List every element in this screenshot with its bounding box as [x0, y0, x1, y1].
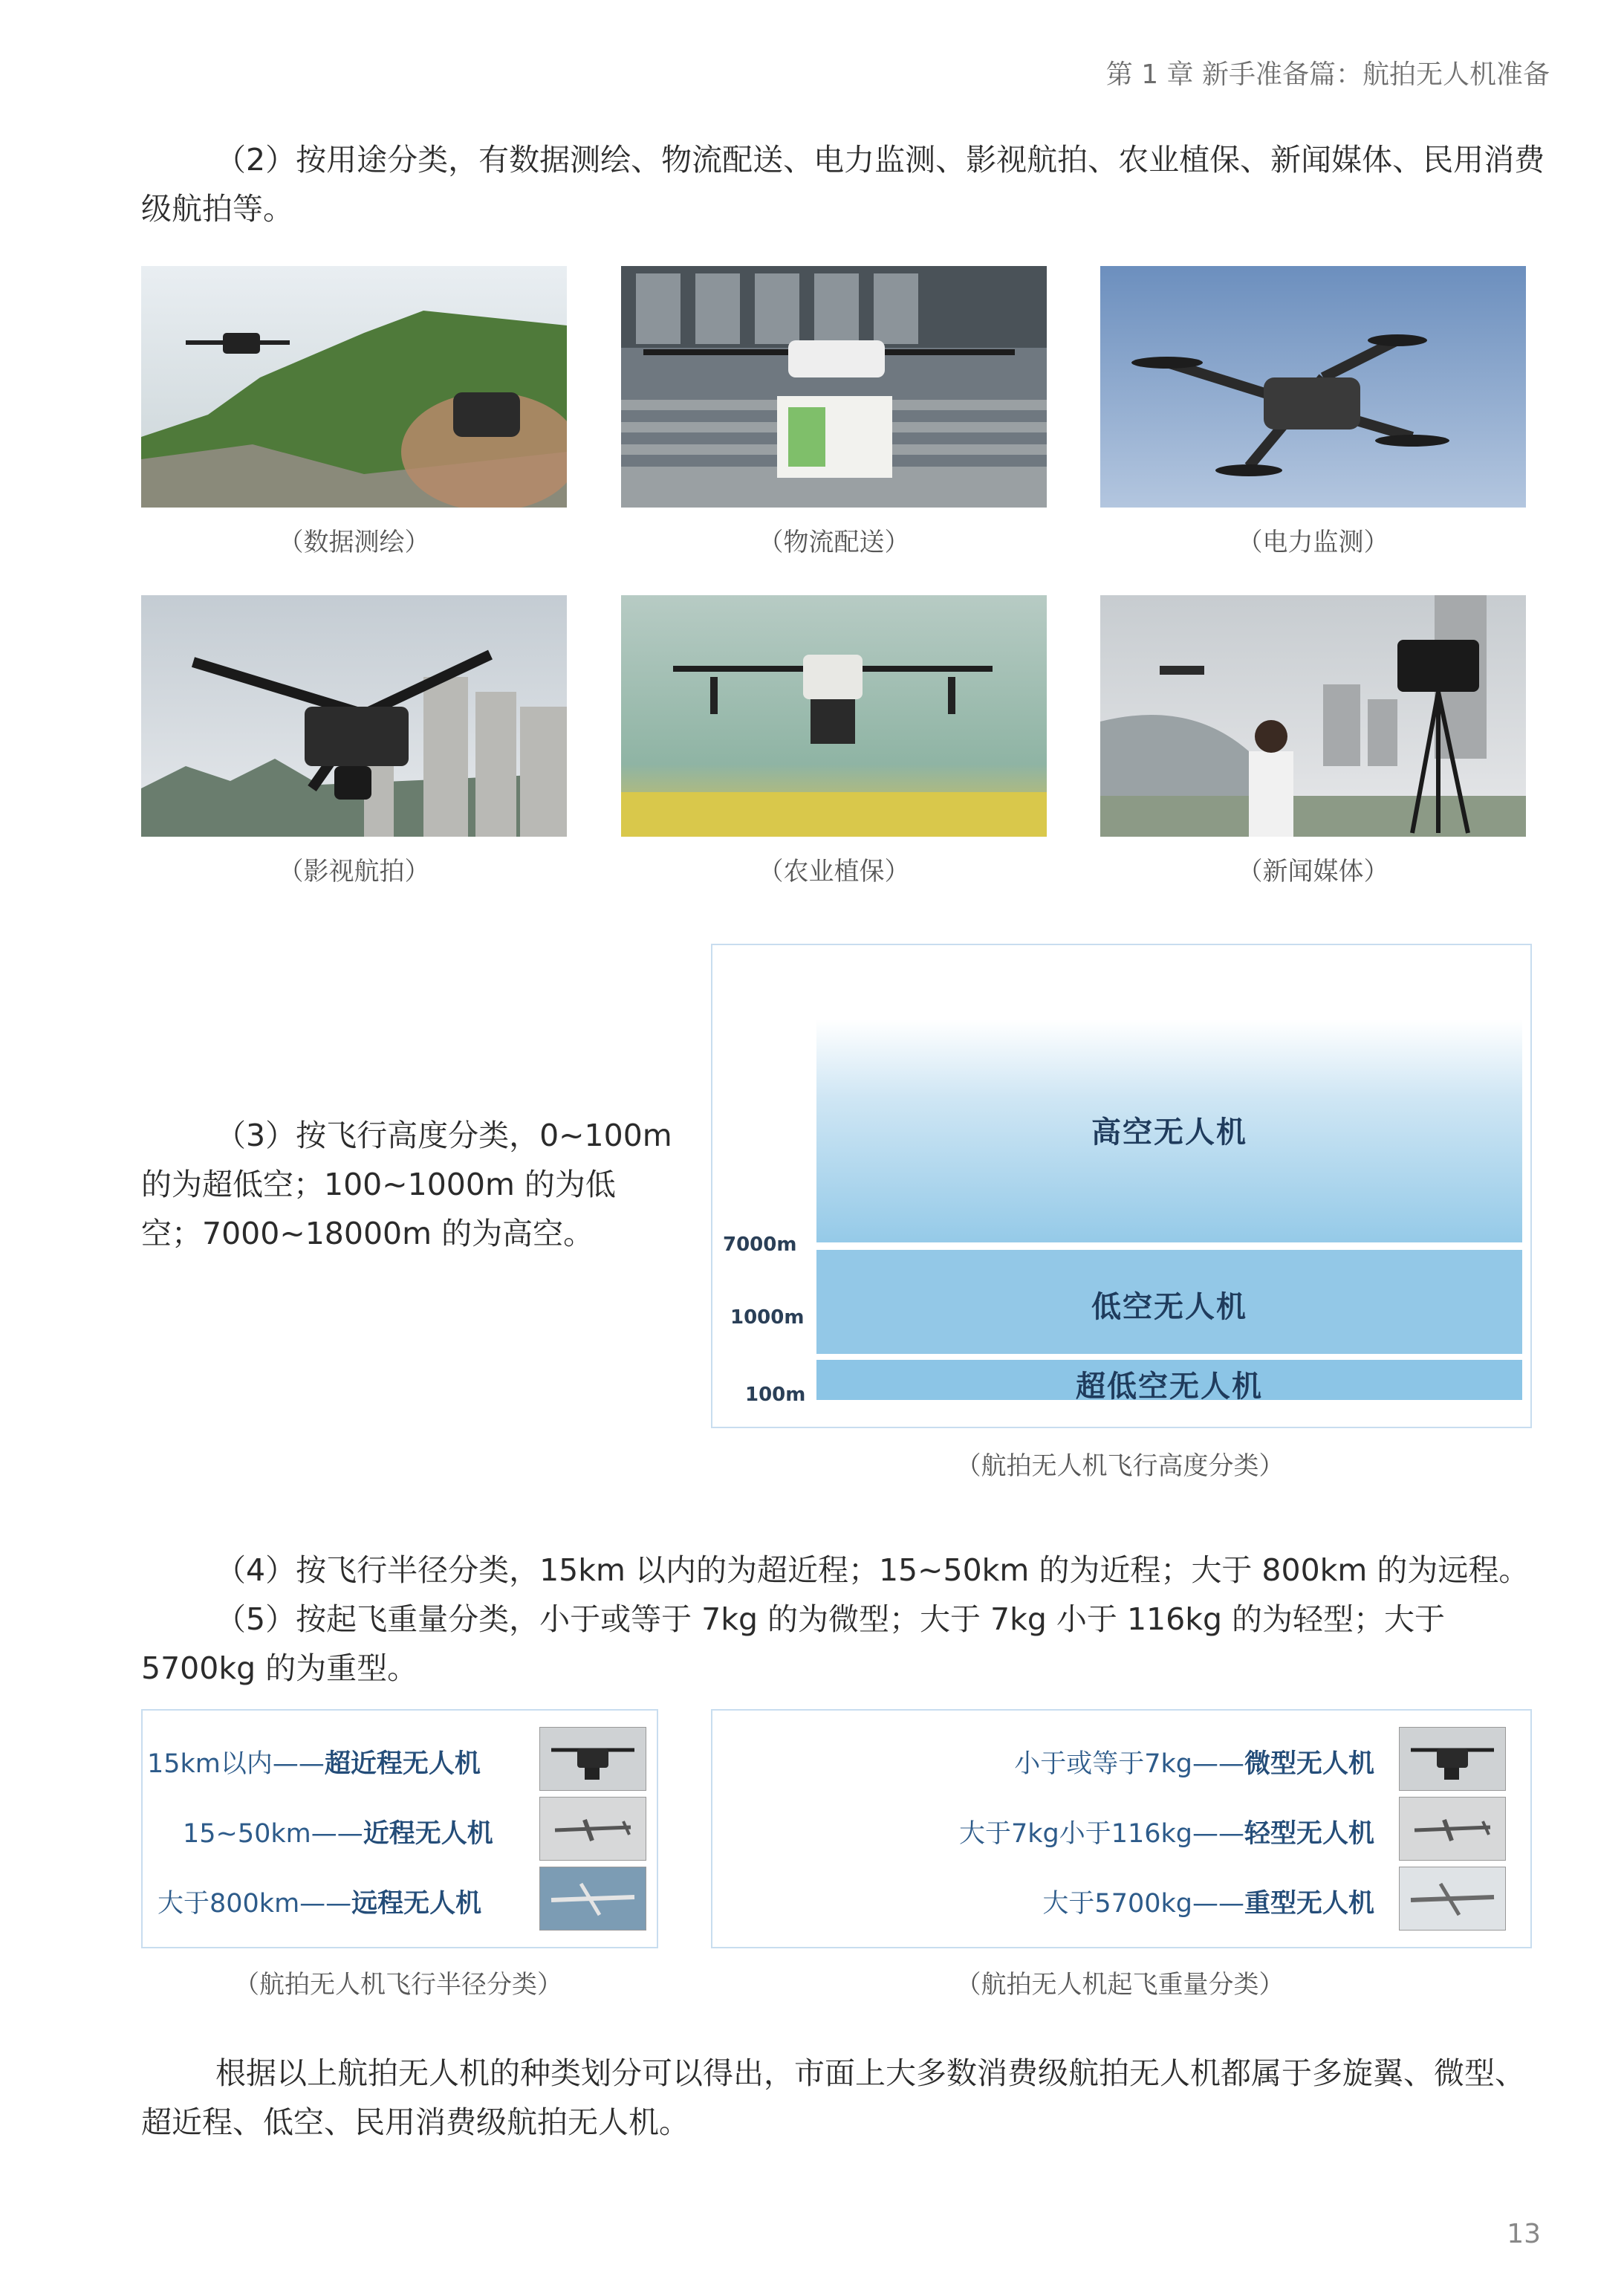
paragraph-usage-classification: （2）按用途分类，有数据测绘、物流配送、电力监测、影视航拍、农业植保、新闻媒体、民用消费级航拍等。: [141, 142, 1545, 227]
tick-100m: 100m: [745, 1384, 806, 1406]
weight-row-1: 小于或等于7kg——微型无人机: [1014, 1749, 1374, 1779]
caption-altitude: （航拍无人机飞行高度分类）: [955, 1451, 1284, 1481]
heavy-drone-thumbnail: [1399, 1867, 1506, 1931]
radius-row-1: 15km以内——超近程无人机: [147, 1749, 481, 1779]
caption-news: （新闻媒体）: [1237, 857, 1389, 886]
light-drone-thumbnail: [1399, 1797, 1506, 1861]
survey-drone-photo: [141, 266, 567, 508]
paragraph-altitude-classification: （3）按飞行高度分类，0~100m 的为超低空；100~1000m 的为低空；7000~18000m 的为高空。: [141, 1118, 672, 1251]
caption-radius: （航拍无人机飞行半径分类）: [234, 1970, 562, 2000]
news-media-drone-photo: [1100, 595, 1526, 837]
high-altitude-band: [816, 1020, 1522, 1242]
power-inspection-drone-photo: [1100, 266, 1526, 508]
chapter-header: 第 1 章 新手准备篇：航拍无人机准备: [1105, 59, 1550, 90]
low-altitude-band: [816, 1250, 1522, 1354]
tick-7000m: 7000m: [723, 1234, 797, 1256]
logistics-drone-photo: [621, 266, 1047, 508]
weight-row-3: 大于5700kg——重型无人机: [1042, 1889, 1374, 1919]
ultra-low-altitude-label: 超低空无人机: [1076, 1369, 1263, 1404]
caption-weight: （航拍无人机起飞重量分类）: [955, 1970, 1284, 2000]
caption-power: （电力监测）: [1237, 528, 1389, 557]
ultra-low-altitude-band: [816, 1360, 1522, 1404]
radius-row-2: 15~50km——近程无人机: [183, 1819, 493, 1849]
altitude-bands: [816, 1020, 1522, 1465]
altitude-diagram: [711, 944, 1532, 1428]
radius-row-3: 大于800km——远程无人机: [157, 1889, 482, 1919]
multirotor-drone-thumbnail: [539, 1727, 646, 1791]
long-range-drone-thumbnail: [539, 1867, 646, 1931]
fixed-wing-drone-thumbnail: [539, 1797, 646, 1861]
micro-drone-thumbnail: [1399, 1727, 1506, 1791]
film-drone-photo: [141, 595, 567, 837]
caption-agriculture: （农业植保）: [758, 857, 910, 886]
weight-classification-box: [711, 1709, 1532, 1948]
paragraph-radius-classification: （4）按飞行半径分类，15km 以内的为超近程；15~50km 的为近程；大于 800km 的为远程。: [215, 1552, 1530, 1588]
paragraph-weight-classification: （5）按起飞重量分类，小于或等于 7kg 的为微型；大于 7kg 小于 116kg 的为轻型；大于 5700kg 的为重型。: [141, 1601, 1446, 1686]
caption-logistics: （物流配送）: [758, 528, 910, 557]
caption-survey: （数据测绘）: [278, 528, 430, 557]
radius-classification-box: [141, 1709, 658, 1948]
paragraph-conclusion: 根据以上航拍无人机的种类划分可以得出，市面上大多数消费级航拍无人机都属于多旋翼、微型、超近程、低空、民用消费级航拍无人机。: [141, 2055, 1525, 2140]
weight-row-2: 大于7kg小于116kg——轻型无人机: [958, 1819, 1374, 1849]
page-number: 13: [1507, 2219, 1541, 2249]
tick-1000m: 1000m: [730, 1306, 805, 1329]
agriculture-drone-photo: [621, 595, 1047, 837]
low-altitude-label: 低空无人机: [1091, 1290, 1247, 1324]
high-altitude-label: 高空无人机: [1091, 1115, 1247, 1150]
caption-film: （影视航拍）: [278, 857, 430, 886]
